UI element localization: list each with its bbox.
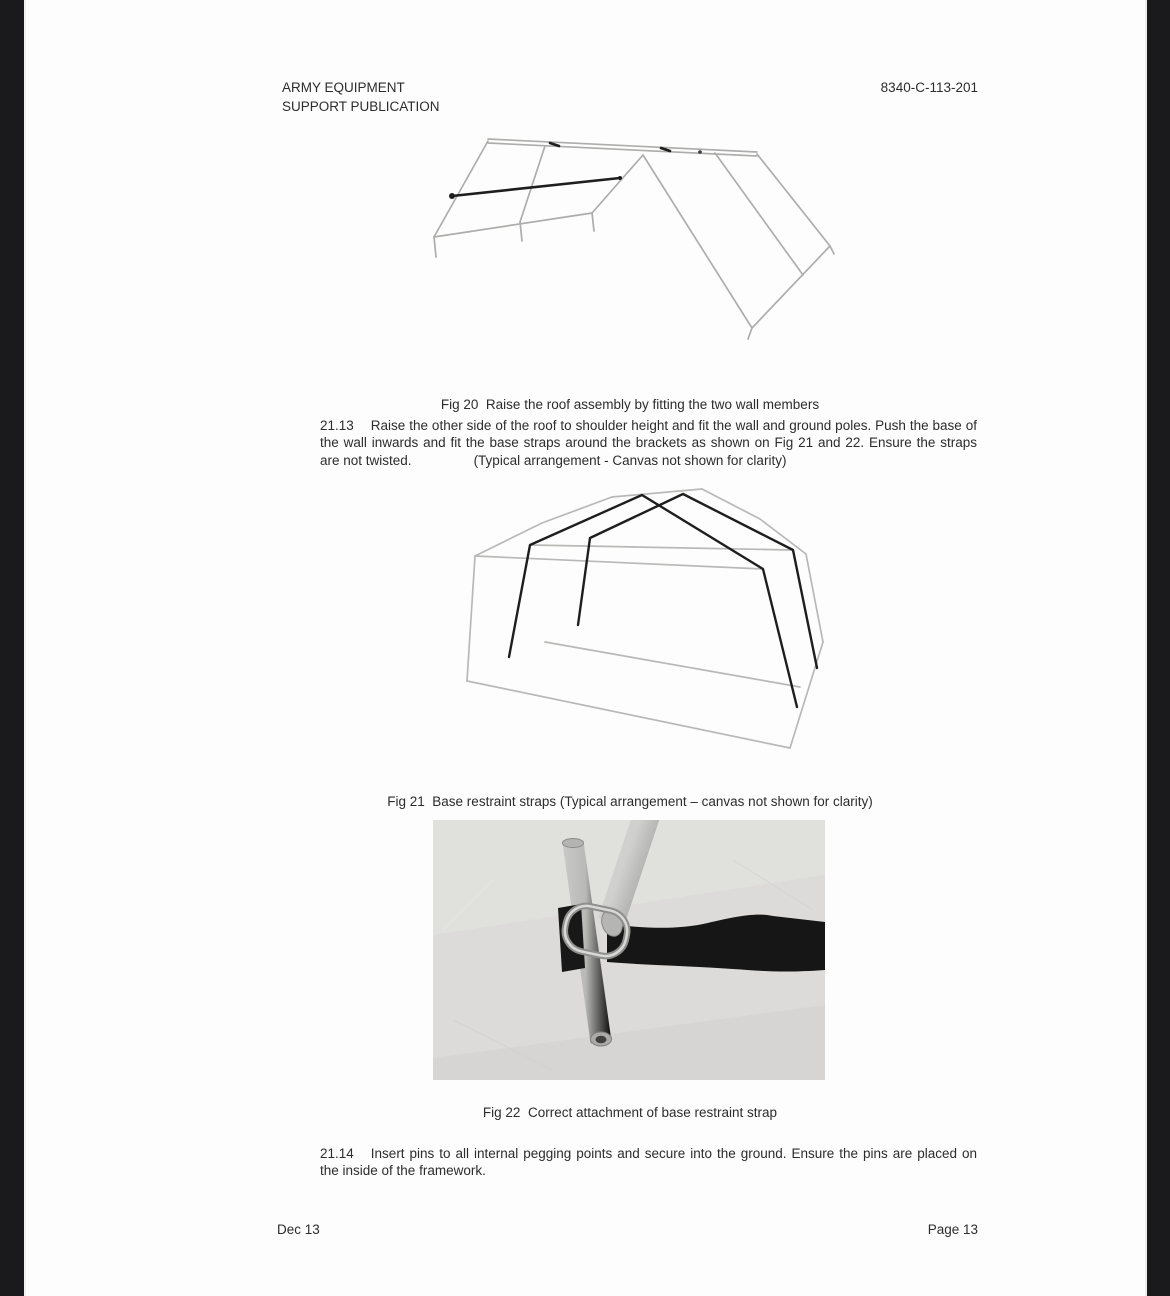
fig22-photo [433, 820, 825, 1080]
fig21-caption: Fig 21 Base restraint straps (Typical arrangement – canvas not shown for clarity) [387, 794, 873, 809]
header-line1: ARMY EQUIPMENT [282, 80, 405, 95]
fig21-frame-drawing [452, 476, 850, 768]
paragraph-21-13 [320, 417, 977, 469]
fig22-caption: Fig 22 Correct attachment of base restraint strap [482, 1105, 778, 1120]
paragraph-21-13-text: Raise the other side of the roof to shoulder height and fit the wall and ground poles. Push the base of the wall inwards and fit the base straps around the brackets as shown on Fig 21 and 22. Ensure the straps are not twisted. [320, 418, 977, 468]
header-publication-title [282, 78, 440, 116]
paragraph-21-13-number: 21.13 [320, 418, 354, 433]
footer-date: Dec 13 [277, 1222, 320, 1237]
fig20-roof-assembly-drawing [420, 124, 860, 360]
paragraph-21-14-number: 21.14 [320, 1146, 354, 1161]
header-line2: SUPPORT PUBLICATION [282, 99, 440, 114]
fig20-caption-line1: Fig 20 Raise the roof assembly by fitting the two wall members [440, 397, 820, 412]
fig20-caption-line2: (Typical arrangement - Canvas not shown for clarity) [473, 452, 787, 468]
footer-page-number: Page 13 [927, 1222, 978, 1237]
paragraph-21-14-text: Insert pins to all internal pegging points and secure into the ground. Ensure the pins are placed on the inside of the framework. [320, 1146, 977, 1179]
header-document-code: 8340-C-113-201 [880, 80, 978, 95]
paragraph-21-14 [320, 1145, 977, 1180]
